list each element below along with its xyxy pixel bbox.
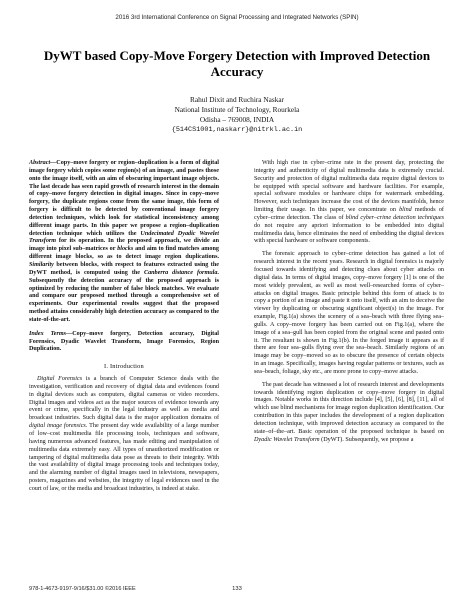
intro-italic-2: digital image forensics (29, 423, 86, 430)
abstract-italic-4: Canberra distance formula (143, 269, 218, 276)
index-terms (29, 331, 219, 355)
intro-text-2: . The present day wide availability of a large number of low–cost multimedia file processing tools, techniques and software, having numerous advanced features, has made editing and manipulation of multimedia data extremely easy. All types of unauthorized modification or tampering of digital multimedia data pose as threats to their integrity. With the vast availability of digital image processing tools and techniques today, and the alarming number of digital images used in televisions, newspapers, posters, magazines and websites, the integrity of legal evidences used in the court of law, or the media and broadcast industries, is indeed at stake. (29, 423, 219, 492)
right-paragraph-3 (254, 382, 444, 445)
email: {514CS1001,naskarr}@nitrkl.ac.in (171, 126, 303, 134)
footer-isbn: 978-1-4673-9197-9/16/$31.00 ©2016 IEEE (29, 586, 136, 592)
location: Odisha – 769008, INDIA (199, 115, 275, 124)
index-terms-label: Index Terms (29, 330, 67, 337)
left-column (29, 160, 219, 494)
para1-text-c: do not require any apriori information to be embedded into digital multimedia data, hence eliminates the need of embedding the digital devices with special hardware or software components. (254, 222, 444, 245)
paper-title (40, 48, 434, 80)
section-heading-introduction: I. Introduction (104, 363, 144, 371)
right-column (254, 160, 444, 445)
abstract-text-5: . Subsequently the detection accuracy of the proposed approach is optimized by reducing the number of false block matches. We evaluate and compare our proposed method through a comprehensive set of experiments. Our experimental results suggest that the proposed method attains considerably high detection accuracy as compared to the state-of-the-art. (29, 269, 219, 323)
abstract-text-4: between blocks, with respect to features extracted using the DyWT method, is computed using the (29, 261, 219, 276)
right-paragraph-2: The forensic approach to cyber–crime detection has gained a lot of research interest in the recent years. Research in digital forensics is majorly focused towards identifying and detecting clues about cyber attacks on digital data. In terms of digital images, copy–move forgery [1] is one of the most widely prevalent, as well as most well–researched forms of cyber–attacks on digital images. Basic principle behind this form of attack is to copy a portion of an image and paste it onto itself, with an aim to deceive the viewer by duplicating or obscuring significant object(s) in the image. For example, Fig.1(a) shows the scenery of a sea–beach with three flying sea–gulls. A copy–move forgery has been carried out on Fig.1(a), where the image of a sea–gull has been copied from the original scene and pasted onto it. The resultant is shown in Fig.1(b). In the forged image it appears as if there are four sea–gulls flying over the sea–beach. Similarly regions of an image may be copy–moved so as to obscure the presence of certain objects in an image. Specifically, images having regular patterns or textures, such as sea–beach, foliage, sky etc., are more prone to copy–move attacks. (254, 251, 444, 375)
intro-text-1: is a branch of Computer Science deals with the investigation, verification and recovery of digital data and evidences found in digital devices such as computers, digital cameras or video recorders. Digital images and videos act as the major sources of evidence towards any event or crime, specifically in the legal industry as well as media and broadcast industries. Such digital data is the major application domains of (29, 376, 219, 422)
para1-italic-2: blind cyber–crime detection techniques (345, 214, 444, 221)
abstract-text-2: for its operation. In the proposed approach, we divide an image into pixel sub–matrices or (29, 238, 219, 253)
para3-text: The past decade has witnessed a lot of research interest and developments towards identifying region duplication or copy–move forgery in digital images. Notable works in this direction include [4], [5], [6], [8], [11], all of which use blind mechanisms for image region duplication identification. Our contribution in this paper includes the development of a region duplication detection technique, with improved detection accuracy as compared to the state–of–the–art. Basic operation of the proposed technique is based on (254, 381, 444, 435)
para1-text-b: methods of cyber–crime detection. The class of (254, 207, 444, 221)
affiliation: National Institute of Technology, Rourkela (174, 105, 300, 114)
intro-italic: Digital Forensics (37, 376, 83, 383)
abstract-italic-2: blocks (117, 246, 134, 253)
para3-text-b: (DyWT). Subsequently, we propose a (321, 436, 414, 443)
title-line-1: DyWT based Copy-Move Forgery Detection with Improved Detection (43, 48, 431, 63)
title-line-2: Accuracy (210, 64, 264, 79)
abstract-italic-1: Undecimated Dyadic Wavelet Transform (29, 230, 219, 245)
index-terms-text: —Copy–move forgery, Detection accuracy, Digital Forensics, Dyadic Wavelet Transform, Image Forensics, Region Duplication. (29, 330, 219, 353)
abstract (29, 160, 219, 325)
para1-italic: blind (399, 207, 412, 214)
para3-italic: Dyadic Wavelet Transform (254, 436, 320, 443)
abstract-text-3: and aim to find matches among different image blocks, so as to detect image region duplications. (29, 246, 219, 261)
intro-paragraph (29, 376, 219, 494)
abstract-label: Abstract— (29, 160, 57, 166)
page-number: 133 (232, 586, 242, 592)
abstract-italic-3: Similarity (29, 261, 54, 268)
author-names: Rahul Dixit and Ruchira Naskar (189, 95, 285, 104)
abstract-text: Copy–move forgery or region–duplication is a form of digital image forgery which copies some region(s) of an image, and pastes those onto the image itself, with an aim of obscuring important image objects. The last decade has seen rapid growth of research interest in the domain of copy–move forgery detection in digital images. Since in copy–move forgery, the duplicate regions come from the same image, this form of forgery is difficult to be detected by conventional image forgery detection techniques, which look for statistical inconsistency among different image parts. In this paper we propose a region–duplication detection technique which utilizes the (29, 160, 219, 237)
author-block (60, 95, 414, 135)
right-paragraph-1 (254, 160, 444, 246)
conference-header: 2016 3rd International Conference on Signal Processing and Integrated Networks (SPIN) (115, 14, 359, 21)
para1-text: With high rise in cyber–crime rate in the present day, protecting the integrity and authenticity of digital multimedia data is extremely crucial. Security and protection of digital multimedia data require digital devices to be equipped with special software and hardware facilities. For example, special software modules or hardware chips for watermark embedding. However, such techniques increase the cost of the devices manifolds, hence limiting their usage. In this paper, we concentrate on (254, 160, 444, 214)
